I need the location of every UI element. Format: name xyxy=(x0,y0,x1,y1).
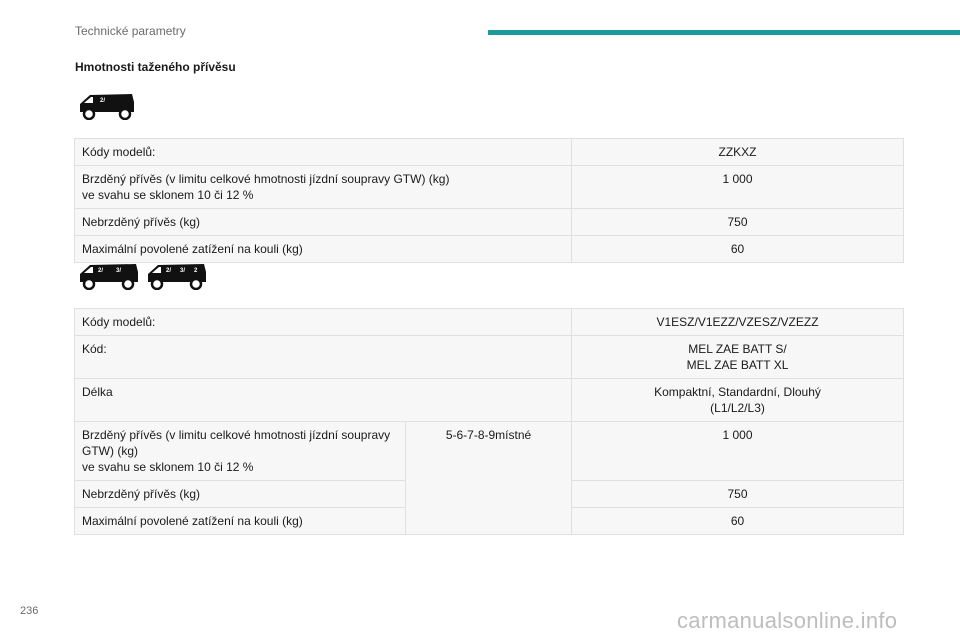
seat-mark: 2/ xyxy=(98,268,104,274)
row-value: 1 000 xyxy=(572,422,904,481)
section-title: Hmotnosti taženého přívěsu xyxy=(75,60,236,74)
seat-mark: 2/ xyxy=(100,98,106,104)
table-row xyxy=(75,309,904,336)
table-row xyxy=(75,336,904,379)
row-value: 750 xyxy=(572,209,904,236)
row-label: Délka xyxy=(75,379,572,422)
towing-table-1 xyxy=(74,138,904,263)
table-row xyxy=(75,209,904,236)
table-row xyxy=(75,139,904,166)
row-label: Nebrzděný přívěs (kg) xyxy=(75,209,572,236)
towing-table-2 xyxy=(74,308,904,535)
seat-mark: 2 xyxy=(194,268,198,274)
row-value: MEL ZAE BATT S/ MEL ZAE BATT XL xyxy=(572,336,904,379)
row-label: Maximální povolené zatížení na kouli (kg) xyxy=(75,508,406,535)
table-row xyxy=(75,422,904,481)
row-value: Kompaktní, Standardní, Dlouhý (L1/L2/L3) xyxy=(572,379,904,422)
row-label: Maximální povolené zatížení na kouli (kg) xyxy=(75,236,572,263)
row-value: 60 xyxy=(572,236,904,263)
row-value: ZZKXZ xyxy=(572,139,904,166)
row-label: Brzděný přívěs (v limitu celkové hmotnosti jízdní soupravy GTW) (kg) ve svahu se sklonem 10 či 12 % xyxy=(75,422,406,481)
table-row xyxy=(75,379,904,422)
watermark: carmanualsonline.info xyxy=(677,608,898,633)
header-accent-bar xyxy=(488,30,960,35)
header-section-label: Technické parametry xyxy=(75,24,186,38)
seat-mark: 3/ xyxy=(116,268,122,274)
row-label: Brzděný přívěs (v limitu celkové hmotnosti jízdní soupravy GTW) (kg) ve svahu se sklonem 10 či 12 % xyxy=(75,166,572,209)
table-row xyxy=(75,166,904,209)
table-row xyxy=(75,236,904,263)
van-icon xyxy=(78,262,140,290)
row-value: 60 xyxy=(572,508,904,535)
seat-mark: 3/ xyxy=(180,268,186,274)
row-label: Kódy modelů: xyxy=(75,139,572,166)
row-value: V1ESZ/V1EZZ/VZESZ/VZEZZ xyxy=(572,309,904,336)
seat-mark: 2/ xyxy=(166,268,172,274)
row-label: Kód: xyxy=(75,336,572,379)
seats-cell: 5-6-7-8-9místné xyxy=(406,422,572,535)
row-value: 750 xyxy=(572,481,904,508)
row-label: Kódy modelů: xyxy=(75,309,572,336)
van-icon xyxy=(146,262,208,290)
van-icon xyxy=(78,92,136,120)
row-label: Nebrzděný přívěs (kg) xyxy=(75,481,406,508)
row-value: 1 000 xyxy=(572,166,904,209)
page-number: 236 xyxy=(20,605,39,617)
